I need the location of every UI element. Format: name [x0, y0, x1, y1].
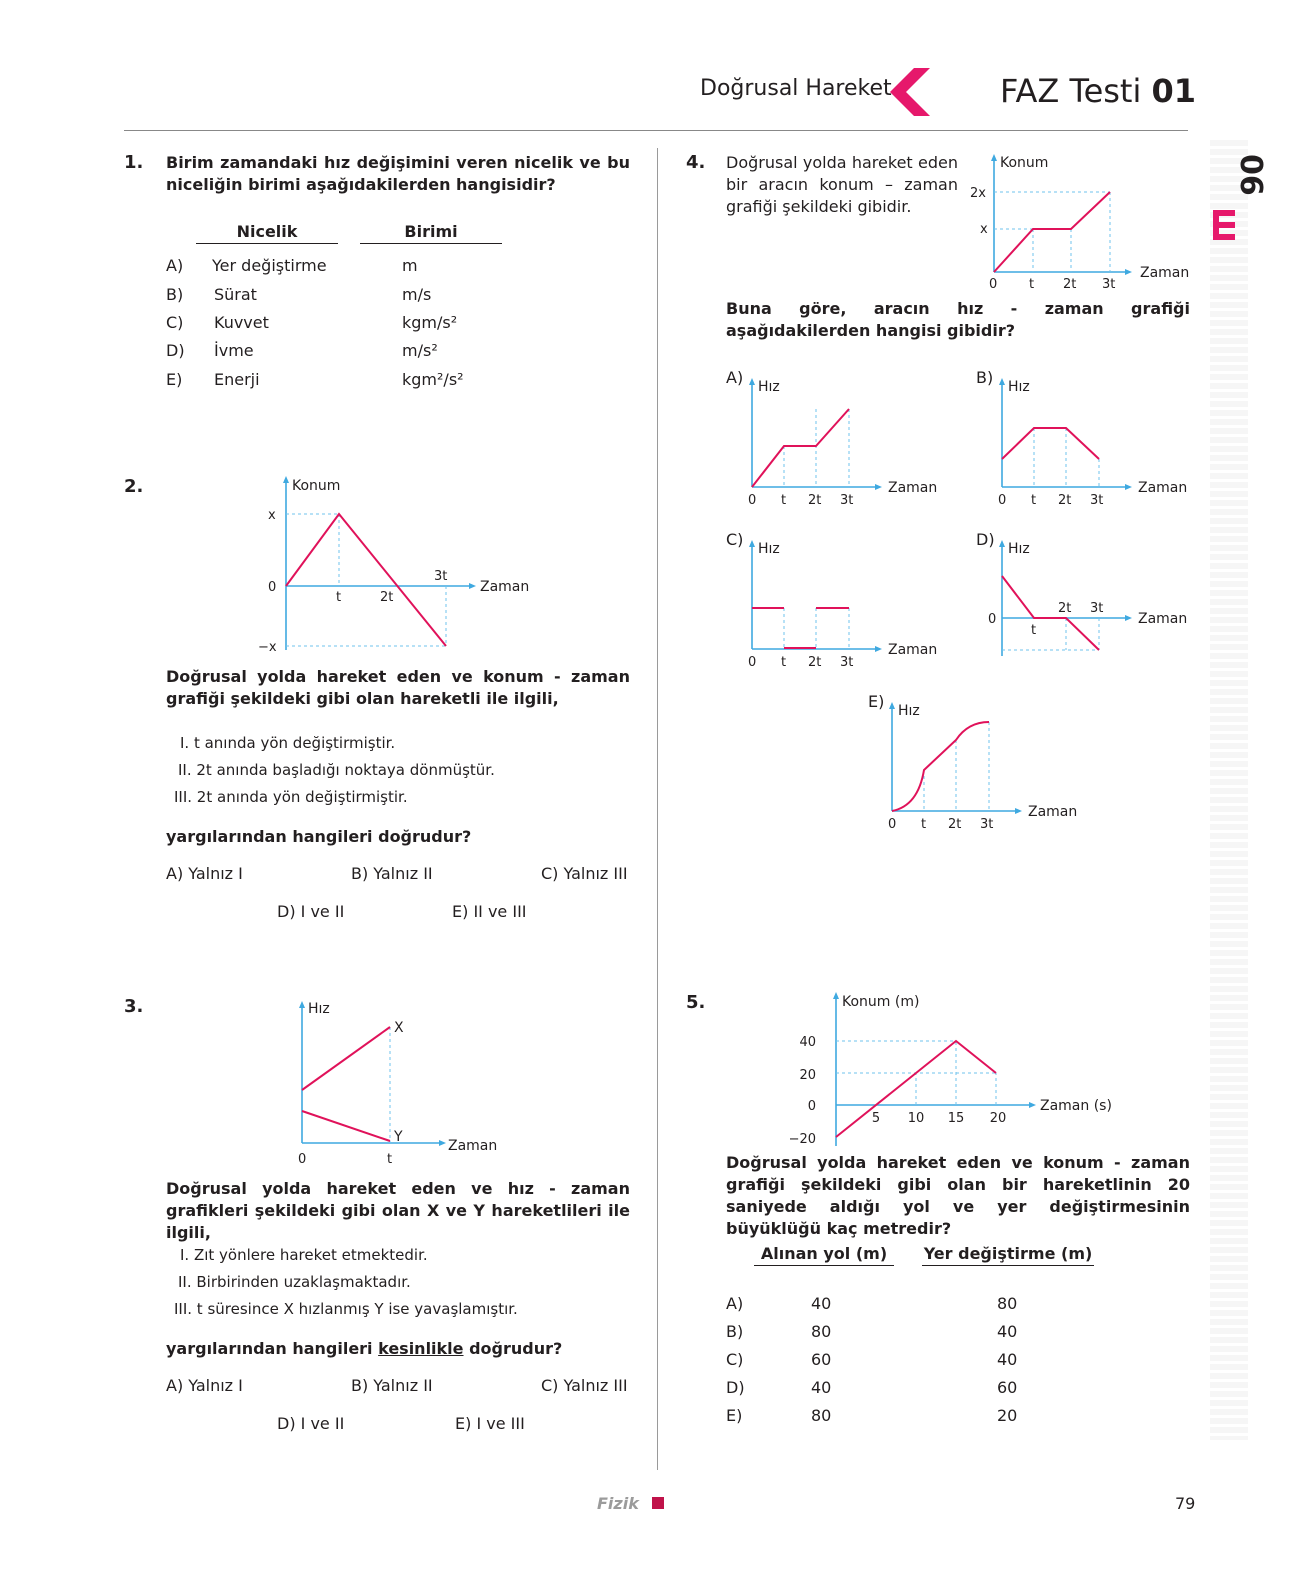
q3-option-e[interactable]: E) I ve III: [455, 1414, 525, 1433]
q1-option-b-name: Sürat: [214, 285, 257, 304]
q1-number: 1.: [124, 152, 144, 173]
q3-prompt: [166, 1338, 562, 1360]
q4-a-tick-0: 0: [748, 493, 757, 508]
q4-b-x-label: Zaman: [1138, 480, 1188, 496]
q1-option-d-label[interactable]: D): [166, 341, 185, 360]
q2-option-d[interactable]: D) I ve II: [277, 902, 345, 921]
q2-position-time-graph: [250, 470, 550, 660]
q5-option-e-label[interactable]: E): [726, 1406, 743, 1425]
q3-velocity-time-graph: [280, 995, 520, 1175]
q3-text: Doğrusal yolda hareket eden ve hız - zaman grafikleri şekildeki gibi olan X ve Y hareketlileri ile ilgili,: [166, 1179, 630, 1242]
q4-choice-d-label[interactable]: D): [976, 530, 995, 549]
q5-option-a-label[interactable]: A): [726, 1294, 744, 1313]
q4-text: Doğrusal yolda hareket eden bir aracın konum – zaman grafiği şekildeki gibidir.: [726, 153, 958, 216]
q3-line-y-label: Y: [394, 1129, 403, 1145]
q4-b-tick-t: t: [1031, 493, 1037, 508]
q1-option-c-label[interactable]: C): [166, 313, 184, 332]
q4-graph-y-label: Konum: [1000, 155, 1049, 171]
q3-prompt-pre: yargılarından hangileri: [166, 1339, 379, 1358]
q5-col2-header: Yer değiştirme (m): [922, 1244, 1094, 1266]
q4-choice-c-graph[interactable]: [742, 538, 952, 673]
q4-choice-e-label[interactable]: E): [868, 692, 885, 711]
q3-tick-t: t: [387, 1152, 393, 1167]
q4-e-tick-t: t: [921, 817, 927, 832]
q2-number: 2.: [124, 476, 144, 497]
q2-tick-0: 0: [268, 580, 277, 595]
page-number: 79: [1175, 1494, 1196, 1513]
q2-x-axis-label: Zaman: [480, 579, 530, 595]
q4-graph-tick-t: t: [1029, 277, 1035, 292]
q4-choice-b-graph[interactable]: [992, 376, 1202, 511]
q3-prompt-post: doğrudur?: [463, 1339, 563, 1358]
q2-tick-2t: 2t: [380, 590, 394, 605]
q4-choice-a-label[interactable]: A): [726, 368, 744, 387]
q5-y-tick-neg20: −20: [788, 1132, 816, 1147]
q4-choice-a-graph[interactable]: [742, 376, 952, 511]
q5-option-d-disp: 60: [997, 1378, 1018, 1397]
q5-y-axis-label: Konum (m): [842, 994, 920, 1010]
q3-item-2: II. Birbirinden uzaklaşmaktadır.: [178, 1273, 411, 1291]
q5-option-b-path: 80: [811, 1322, 832, 1341]
q3-prompt-underline: kesinlikle: [378, 1339, 464, 1358]
q4-d-tick-0: 0: [988, 612, 997, 627]
q4-b-tick-3t: 3t: [1090, 493, 1104, 508]
q5-number: 5.: [686, 992, 706, 1013]
q4-a-tick-2t: 2t: [808, 493, 822, 508]
q4-d-x-label: Zaman: [1138, 611, 1188, 627]
q3-item-3: III. t süresince X hızlanmış Y ise yavaşlamıştır.: [174, 1300, 518, 1318]
q2-option-b[interactable]: B) Yalnız II: [351, 864, 433, 883]
q4-graph-tick-x: x: [980, 222, 988, 237]
q3-option-d[interactable]: D) I ve II: [277, 1414, 345, 1433]
q2-tick-x: x: [268, 508, 276, 523]
footer-square-icon: [652, 1497, 664, 1509]
q5-col1-header: Alınan yol (m): [754, 1244, 894, 1266]
q4-e-y-label: Hız: [898, 703, 920, 719]
q3-tick-0: 0: [298, 1152, 307, 1167]
q4-c-x-label: Zaman: [888, 642, 938, 658]
q4-graph-tick-2t: 2t: [1063, 277, 1077, 292]
q1-option-e-label[interactable]: E): [166, 370, 183, 389]
q5-y-tick-40: 40: [799, 1035, 816, 1050]
q4-c-tick-0: 0: [748, 655, 757, 670]
q3-number: 3.: [124, 996, 144, 1017]
q1-option-e-name: Enerji: [214, 370, 260, 389]
q5-x-tick-15: 15: [947, 1111, 965, 1126]
q4-d-tick-2t: 2t: [1058, 601, 1072, 616]
q2-tick-3t: 3t: [434, 569, 448, 584]
q1-option-d-unit: m/s²: [402, 341, 438, 360]
q2-tick-negx: −x: [258, 640, 277, 655]
q5-text: Doğrusal yolda hareket eden ve konum - zaman grafiği şekildeki gibi olan bir hareketlinin 20 saniyede aldığı yol ve yer değiştirmesinin büyüklüğü kaç metredir?: [726, 1153, 1190, 1238]
q4-d-tick-t: t: [1031, 623, 1037, 638]
q4-choice-d-graph[interactable]: [982, 538, 1202, 673]
q5-option-c-disp: 40: [997, 1350, 1018, 1369]
q4-choice-c-label[interactable]: C): [726, 530, 744, 549]
q4-d-y-label: Hız: [1008, 541, 1030, 557]
q5-option-c-label[interactable]: C): [726, 1350, 744, 1369]
q1-text: Birim zamandaki hız değişimini veren nicelik ve bu niceliğin birimi aşağıdakilerden hangisidir?: [166, 153, 630, 194]
q3-x-axis-label: Zaman: [448, 1138, 498, 1154]
q3-option-a[interactable]: A) Yalnız I: [166, 1376, 243, 1395]
q4-e-tick-0: 0: [888, 817, 897, 832]
q2-text: Doğrusal yolda hareket eden ve konum - zaman grafiği şekildeki gibi olan hareketli ile ilgili,: [166, 667, 630, 708]
q3-option-c[interactable]: C) Yalnız III: [541, 1376, 628, 1395]
q4-choice-b-label[interactable]: B): [976, 368, 994, 387]
q4-c-tick-t: t: [781, 655, 787, 670]
q5-y-tick-0: 0: [807, 1099, 816, 1114]
q5-x-axis-label: Zaman (s): [1040, 1098, 1112, 1114]
q1-option-d-name: İvme: [214, 341, 254, 360]
q4-a-y-label: Hız: [758, 379, 780, 395]
q2-y-axis-label: Konum: [292, 478, 341, 494]
q5-option-c-path: 60: [811, 1350, 832, 1369]
q4-c-tick-3t: 3t: [840, 655, 854, 670]
q3-y-axis-label: Hız: [308, 1001, 330, 1017]
q3-line-x-label: X: [394, 1020, 404, 1036]
q4-b-tick-0: 0: [998, 493, 1007, 508]
test-title-text: FAZ Testi: [1000, 72, 1142, 110]
q2-item-2: II. 2t anında başladığı noktaya dönmüştür.: [178, 761, 495, 779]
chevron-left-icon: [890, 68, 932, 116]
q4-b-y-label: Hız: [1008, 379, 1030, 395]
q5-option-a-path: 40: [811, 1294, 832, 1313]
q1-option-e-unit: kgm²/s²: [402, 370, 464, 389]
q5-x-tick-10: 10: [907, 1111, 925, 1126]
q4-a-tick-3t: 3t: [840, 493, 854, 508]
chapter-title: Doğrusal Hareket: [700, 76, 892, 101]
q4-graph-x-label: Zaman: [1140, 265, 1190, 281]
test-title: [1000, 72, 1196, 110]
q4-a-tick-t: t: [781, 493, 787, 508]
q4-graph-tick-2x: 2x: [970, 186, 986, 201]
q1-col1-header: Nicelik: [196, 222, 338, 244]
q2-option-c[interactable]: C) Yalnız III: [541, 864, 628, 883]
q1-option-a-name: Yer değiştirme: [212, 256, 327, 275]
q4-e-x-label: Zaman: [1028, 804, 1078, 820]
q4-graph-tick-0: 0: [989, 277, 998, 292]
q1-col2-header: Birimi: [360, 222, 502, 244]
q3-item-1: I. Zıt yönlere hareket etmektedir.: [180, 1246, 428, 1264]
q4-c-tick-2t: 2t: [808, 655, 822, 670]
side-tag-number: 06: [1233, 154, 1268, 196]
q4-e-tick-2t: 2t: [948, 817, 962, 832]
q5-x-tick-20: 20: [989, 1111, 1007, 1126]
q3-option-b[interactable]: B) Yalnız II: [351, 1376, 433, 1395]
q2-option-e[interactable]: E) II ve III: [452, 902, 527, 921]
q4-graph-tick-3t: 3t: [1102, 277, 1116, 292]
q4-question: Buna göre, aracın hız - zaman grafiği aşağıdakilerden hangisi gibidir?: [726, 299, 1190, 340]
q5-y-tick-20: 20: [799, 1068, 816, 1083]
footer-subject: Fizik: [597, 1494, 639, 1513]
q5-position-time-graph: [790, 988, 1130, 1158]
q4-a-x-label: Zaman: [888, 480, 938, 496]
q2-option-a[interactable]: A) Yalnız I: [166, 864, 243, 883]
q1-option-b-label[interactable]: B): [166, 285, 184, 304]
q4-e-tick-3t: 3t: [980, 817, 994, 832]
q5-x-tick-5: 5: [871, 1111, 881, 1126]
q2-item-3: III. 2t anında yön değiştirmiştir.: [174, 788, 408, 806]
q5-option-e-disp: 20: [997, 1406, 1018, 1425]
column-divider: [657, 148, 658, 1470]
header-divider: [124, 130, 1188, 131]
q5-option-e-path: 80: [811, 1406, 832, 1425]
q2-tick-t: t: [336, 590, 342, 605]
q4-choice-e-graph[interactable]: [882, 700, 1092, 835]
q1-option-c-unit: kgm/s²: [402, 313, 458, 332]
test-number: 01: [1151, 72, 1197, 110]
q4-number: 4.: [686, 152, 706, 173]
side-strip: [1210, 140, 1248, 1440]
q4-d-tick-3t: 3t: [1090, 601, 1104, 616]
q2-prompt: yargılarından hangileri doğrudur?: [166, 827, 472, 846]
q1-option-c-name: Kuvvet: [214, 313, 269, 332]
faz-logo: [1205, 150, 1268, 260]
q4-b-tick-2t: 2t: [1058, 493, 1072, 508]
q5-option-d-label[interactable]: D): [726, 1378, 745, 1397]
q4-c-y-label: Hız: [758, 541, 780, 557]
q5-option-b-disp: 40: [997, 1322, 1018, 1341]
q1-option-a-label[interactable]: A): [166, 256, 184, 275]
q1-option-a-unit: m: [402, 256, 418, 275]
q5-option-d-path: 40: [811, 1378, 832, 1397]
q4-position-time-graph: [966, 150, 1191, 290]
q5-option-b-label[interactable]: B): [726, 1322, 744, 1341]
q1-option-b-unit: m/s: [402, 285, 432, 304]
q5-option-a-disp: 80: [997, 1294, 1018, 1313]
q2-item-1: I. t anında yön değiştirmiştir.: [180, 734, 396, 752]
